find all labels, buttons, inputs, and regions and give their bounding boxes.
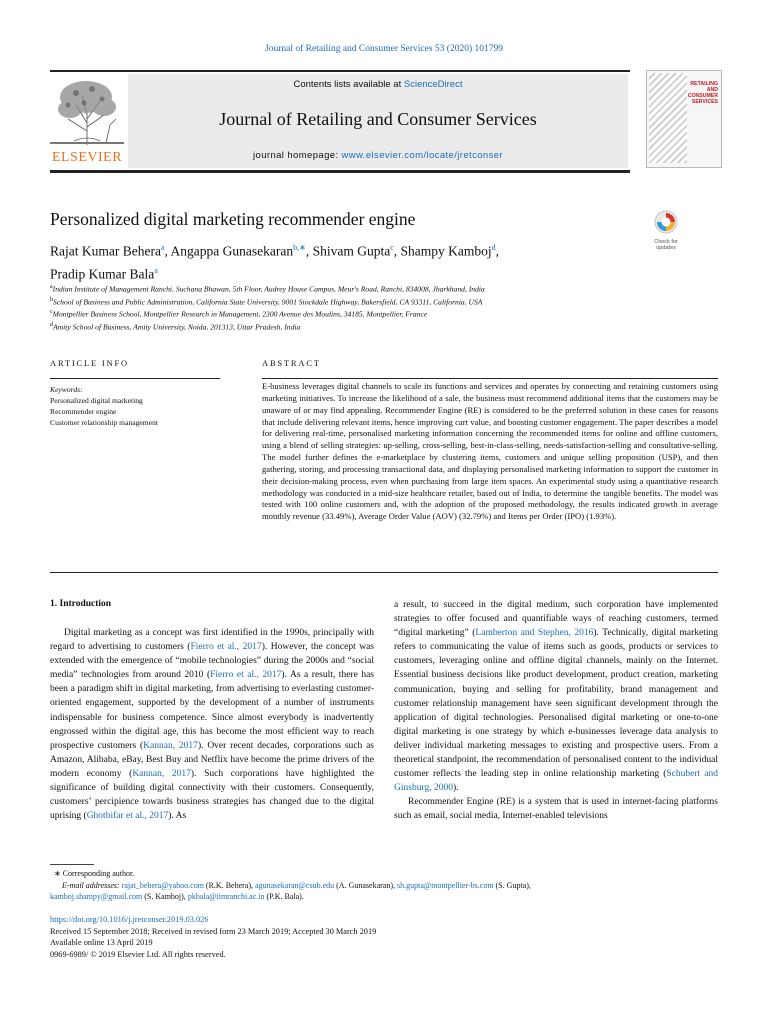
email-label: E-mail addresses: xyxy=(62,880,120,890)
email-link[interactable]: sh.gupta@montpellier-bs.com xyxy=(397,880,494,890)
copyright: 0969-6989/ © 2019 Elsevier Ltd. All rights reserved. xyxy=(50,949,226,959)
keyword-item: Recommender engine xyxy=(50,407,117,416)
author-line-2 xyxy=(50,261,610,284)
keywords-label: Keywords: xyxy=(50,385,83,394)
abstract-rule xyxy=(262,378,718,379)
affiliation-item xyxy=(50,307,630,320)
citation-link[interactable]: Fierro et al., 2017 xyxy=(190,642,262,653)
email-line-2: kamboj.shampy@gmail.com (S. Kamboj), pkbala@iimranchi.ac.in (P.K. Bala). xyxy=(50,892,304,902)
affiliation-marker: d xyxy=(50,321,53,328)
available-online: Available online 13 April 2019 xyxy=(50,938,153,947)
intro-paragraph-2: Recommender Engine (RE) is a system that is used in internet-facing platforms such as email, social media, Internet-enabled televisions xyxy=(394,797,718,822)
received-dates: Received 15 September 2018; Received in revised form 23 March 2019; Accepted 30 March 2019 xyxy=(50,926,377,936)
journal-name: Journal of Retailing and Consumer Services xyxy=(219,109,537,129)
header-bottom-rule xyxy=(50,170,630,173)
corresponding-author-note: ∗ Corresponding author. xyxy=(54,869,135,878)
citation-link[interactable]: Ghotbifar et al., 2017 xyxy=(86,811,169,822)
sciencedirect-link[interactable]: ScienceDirect xyxy=(403,79,463,90)
author-affiliation-marker[interactable]: a xyxy=(154,265,158,275)
citation-link[interactable]: Lamberton and Stephen, 2016 xyxy=(475,628,594,639)
affiliation-marker: a xyxy=(50,284,53,290)
intro-left-column xyxy=(50,626,374,823)
abstract-bottom-rule xyxy=(50,572,718,573)
cover-title: RETAILING AND CONSUMER SERVICES xyxy=(687,81,718,105)
keywords-list xyxy=(50,395,220,428)
footnotes xyxy=(50,868,730,903)
keyword-item: Customer relationship management xyxy=(50,418,158,427)
affiliation-text: School of Business and Public Administration, California State University, 9001 Stockdale Highway, Bakersfield, CA 93311, California, USA xyxy=(53,297,483,307)
elsevier-wordmark: ELSEVIER xyxy=(51,150,123,165)
keywords-block xyxy=(50,384,220,428)
citation-link[interactable]: Kannan, 2017 xyxy=(143,740,198,751)
journal-homepage: journal homepage: www.elsevier.com/locate/jretconser xyxy=(253,150,503,161)
contents-available: Contents lists available at ScienceDirect xyxy=(293,79,463,90)
affiliation-item xyxy=(50,282,630,295)
intro-right-column xyxy=(394,598,718,824)
email-line-1: E-mail addresses: rajat_behera@yahoo.com (R.K. Behera), agunasekaran@csub.edu (A. Gunasekaran), sh.gupta@montpellier-bs.com (S. Gupta), xyxy=(62,880,531,890)
affiliation-marker: c xyxy=(50,309,53,316)
author-affiliation-marker[interactable]: a xyxy=(160,243,165,252)
check-for-updates-badge[interactable] xyxy=(646,210,686,250)
email-link[interactable]: rajat_behera@yahoo.com xyxy=(121,880,204,890)
homepage-link[interactable]: www.elsevier.com/locate/jretconser xyxy=(341,150,503,161)
author-name[interactable]: Pradip Kumar Bala xyxy=(50,266,155,281)
affiliation-text: Amity School of Business, Amity University, Noida, 201313, Uttar Pradesh, India xyxy=(53,322,301,332)
journal-citation-link[interactable]: Journal of Retailing and Consumer Services 53 (2020) 101799 xyxy=(265,44,503,54)
intro-paragraph-1-cont: a result, to succeed in the digital medium, such corporation have implemented strategies to offer focused and quantifiable ways of reaching customers, termed “digital marketing” (Lamberton and Stephen, 2016). Technically, digital marketing refers to communicating the value of items such as goods, products or services to customers, leveraging online and offline digital channels, mainly on the Internet. Essential business decisions like product development, product creation, marketing communication, buying and selling for profitability, brand management and customer relationship management have seen significant development through the application of digital technologies. Personalised digital marketing or one-to-one digital marketing is one strategy by which e-businesses leverage data analysis to deliver individual marketing messages to existing and prospective users. From a theoretical standpoint, the recommendation of personalised content to the individual customer reflects the leading step in online relationship marketing (Schubert and Ginsburg, 2000). xyxy=(394,600,718,794)
intro-paragraph-1: Digital marketing as a concept was first identified in the 1990s, principally with regard to advertising to customers (Fierro et al., 2017). However, the concept was extended with the emergence of “mobile technologies” during the 2000s and “social media” technologies from around 2010 (Fierro et al., 2017). As a result, there has been a paradigm shift in digital marketing, from advertising to everlasting customer-oriented engagement, supported by the development of a number of instruments indispensable for business competence. Since almost everybody is inadvertently engrossed within the digital age, this has become the most efficient way to reach prospective customers (Kannan, 2017). Over recent decades, corporations such as Amazon, Alibaba, eBay, Best Buy and Netflix have become the prime drivers of the modern economy (Kannan, 2017). Such corporations have highlighted the significance of building digital connectivity with their customers. Consequently, customers’ percipience towards business strategies has changed due to the digital uprising (Ghotbifar et al., 2017). As xyxy=(50,628,374,822)
author-name[interactable]: Shampy Kamboj xyxy=(400,243,492,259)
cover-pattern xyxy=(649,73,687,163)
abstract-heading: ABSTRACT xyxy=(262,358,321,368)
check-updates-icon xyxy=(654,210,678,234)
author-name[interactable]: Angappa Gunasekaran xyxy=(170,243,294,259)
article-info-heading: ARTICLE INFO xyxy=(50,358,129,368)
affiliation-text: Indian Institute of Management Ranchi, Suchana Bhawan, 5th Floor, Audrey House Campus, Meur's Road, Ranchi, 834008, Jharkhand, India xyxy=(52,284,485,294)
email-link[interactable]: kamboj.shampy@gmail.com xyxy=(50,892,143,902)
email-link[interactable]: agunasekaran@csub.edu xyxy=(255,880,335,890)
author-affiliation-marker[interactable]: c xyxy=(390,243,394,252)
author-line-1: Rajat Kumar Behera$^a$, Angappa Gunasekaran$^{b,∗}$, Shivam Gupta$^c$, Shampy Kamboj$^d$, xyxy=(50,243,499,259)
affiliation-marker: b xyxy=(50,296,53,303)
affiliation-text: Montpellier Business School, Montpellier Research in Management, 2300 Avenue des Moulins, 34185, Montpellier, France xyxy=(52,309,428,319)
section-heading-introduction: 1. Introduction xyxy=(50,599,112,609)
affiliation-item xyxy=(50,320,630,333)
citation-link[interactable]: Kannan, 2017 xyxy=(132,768,191,779)
check-updates-label: Check for updates xyxy=(654,239,678,251)
doi-link[interactable]: https://doi.org/10.1016/j.jretconser.2019.03.026 xyxy=(50,915,209,924)
publication-metadata xyxy=(50,914,730,960)
author-name[interactable]: Shivam Gupta xyxy=(312,243,391,259)
keyword-item: Personalized digital marketing xyxy=(50,396,143,405)
citation-link[interactable]: Schubert and Ginsburg, 2000 xyxy=(394,769,718,794)
journal-cover-thumbnail[interactable] xyxy=(646,70,722,168)
article-info-rule xyxy=(50,378,220,379)
footnote-rule xyxy=(50,864,94,865)
citation-link[interactable]: Fierro et al., 2017 xyxy=(210,670,282,681)
email-link[interactable]: pkbala@iimranchi.ac.in xyxy=(187,892,265,902)
author-affiliation-marker[interactable]: d xyxy=(491,243,496,252)
abstract-text: E-business leverages digital channels to scale its functions and services and operates by connecting and retaining customers using marketing initiatives. To increase the likelihood of a sale, the business must recommend additional items that the customers may be unaware of or may find appealing. Recommender Engine (RE) is considered to be the preferred solution in these cases for reasons that include delivering relevant items, hence improving cart value, and boosting customer engagement. The paper describes a model for delivering real-time, personalised marketing information concerning the recommended items for online and offline customers, using a blend of selling strategies: up-selling, cross-selling, best-in-class-selling, needs-satisfaction-selling and consultative-selling. The model further defines the e-marketplace by clustering items, customers and unique selling proposition (USP), and then gathering, storing, and processing transactional data, and displaying personalised marketing information to support the customer in their decision-making process, even when purchasing from large item spaces. An experimental study using a quantitative research methodology was conducted in a mid-size healthcare retailer, based out of India, to determine the tangible benefits. The model was tested with 100 online customers and, with the adoption of the proposed methodology, the results indicated growth in average monthly revenue (33.49%), Average Order Value (AOV) (32.79%) and Items per Order (IPO) (1.93%). xyxy=(262,381,718,522)
author-affiliation-marker[interactable]: b,∗ xyxy=(293,243,306,252)
affiliations xyxy=(50,282,630,332)
author-list xyxy=(50,238,610,283)
author-name[interactable]: Rajat Kumar Behera xyxy=(50,243,161,259)
header-top-rule xyxy=(50,70,630,72)
article-title: Personalized digital marketing recommender engine xyxy=(50,209,416,229)
affiliation-item xyxy=(50,295,630,308)
